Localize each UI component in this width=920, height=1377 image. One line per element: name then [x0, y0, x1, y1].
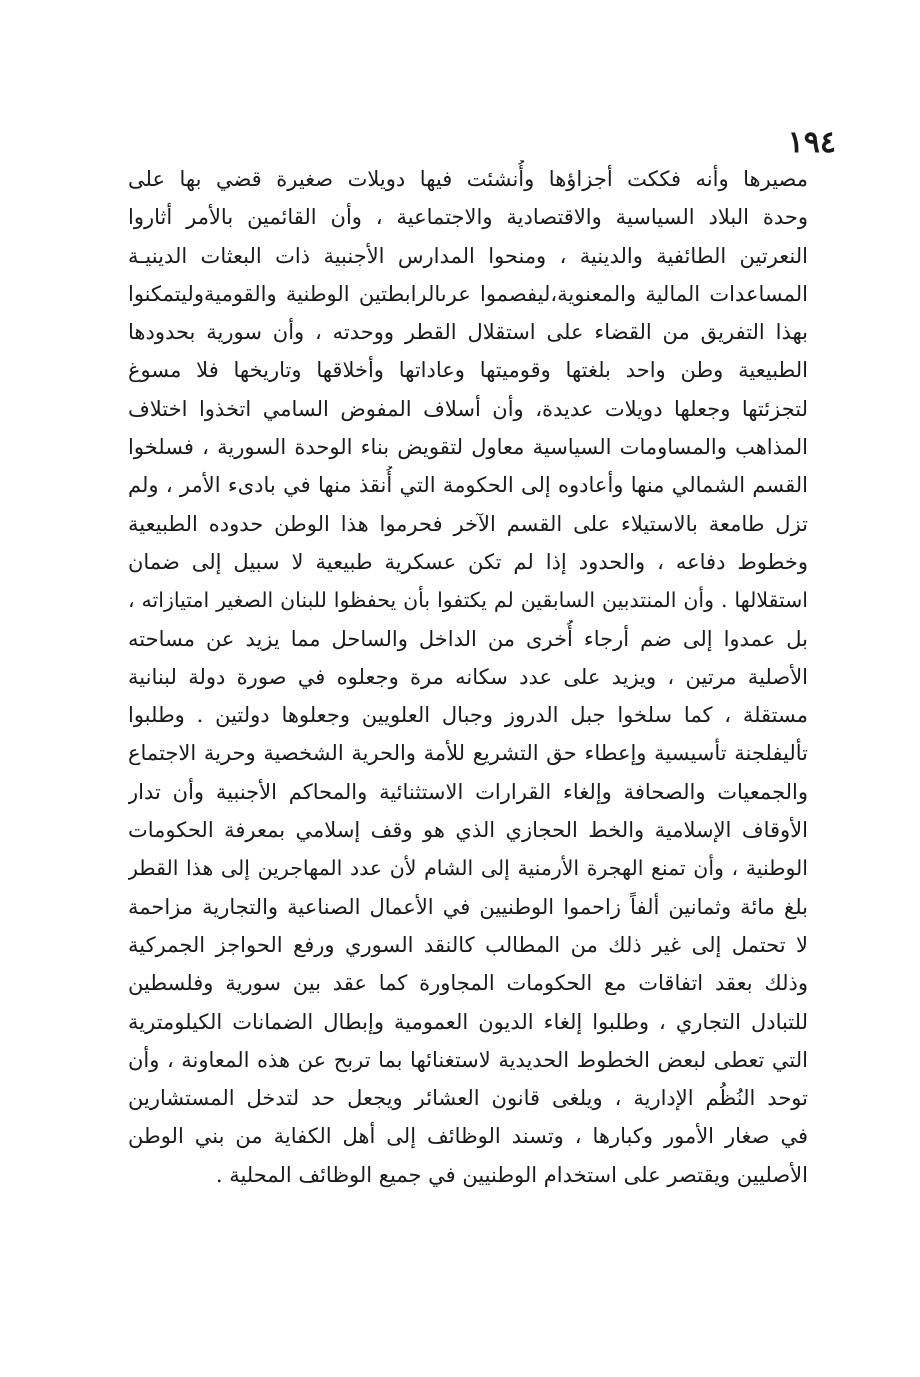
- text-line: في صغار الأمور وكبارها ، وتسند الوظائف إلى أهل الكفاية من بني الوطن: [128, 1124, 808, 1149]
- text-line: وحدة البلاد السياسية والاقتصادية والاجتماعية ، وأن القائمين بالأمر أثاروا: [128, 205, 808, 230]
- text-line: بل عمدوا إلى ضم أرجاء أُخرى من الداخل والساحل مما يزيد عن مساحته: [128, 626, 808, 651]
- text-line: وذلك بعقد اتفاقات مع الحكومات المجاورة كما عقد بين سورية وفلسطين: [128, 971, 808, 996]
- text-line: الوطنية ، وأن تمنع الهجرة الأرمنية إلى الشام لأن عدد المهاجرين إلى هذا القطر: [128, 856, 808, 881]
- text-line: النعرتين الطائفية والدينية ، ومنحوا المدارس الأجنبية ذات البعثات الدينيـة: [128, 243, 808, 268]
- page-number: ١٩٤: [787, 125, 836, 160]
- text-line: المذاهب والمساومات السياسية معاول لتقويض بناء الوحدة السورية ، فسلخوا: [128, 435, 808, 460]
- text-line: المساعدات المالية والمعنوية،ليفصموا عرىالرابطتين الوطنية والقوميةوليتمكنوا: [128, 281, 808, 306]
- text-line: استقلالها . وأن المنتدبين السابقين لم يكتفوا بأن يحفظوا للبنان الصغير امتيازاته ،: [128, 588, 808, 613]
- text-line: تأليفلجنة تأسيسية وإعطاء حق التشريع للأمة والحرية الشخصية وحرية الاجتماع: [128, 741, 808, 766]
- text-line: الأصلية مرتين ، ويزيد على عدد سكانه مرة وجعلوه في صورة دولة لبنانية: [128, 664, 808, 689]
- text-line: الأوقاف الإسلامية والخط الحجازي الذي هو وقف إسلامي بمعرفة الحكومات: [128, 818, 808, 843]
- text-line: توحد النُظُم الإدارية ، ويلغى قانون العشائر ويجعل حد لتدخل المستشارين: [128, 1086, 808, 1111]
- text-line: مصيرها وأنه فككت أجزاؤها وأُنشئت فيها دويلات صغيرة قضي بها على: [128, 167, 808, 191]
- text-line: القسم الشمالي منها وأعادوه إلى الحكومة التي أُنقذ منها في بادىء الأمر ، ولم: [128, 473, 808, 498]
- text-line: التي تعطى لبعض الخطوط الحديدية لاستغنائها بما تربح عن هذه المعاونة ، وأن: [128, 1047, 808, 1072]
- body-paragraph: [128, 160, 808, 1194]
- text-line: بلغ مائة وثمانين ألفاً زاحموا الوطنيين في الأعمال الصناعية والتجارية مزاحمة: [128, 894, 808, 919]
- text-line: والجمعيات والصحافة وإلغاء القرارات الاستثنائية والمحاكم الأجنبية وأن تدار: [128, 779, 808, 804]
- text-line: بهذا التفريق من القضاء على استقلال القطر ووحدته ، وأن سورية بحدودها: [128, 320, 808, 345]
- text-line: لا تحتمل إلى غير ذلك من المطالب كالنقد السوري ورفع الحواجز الجمركية: [128, 932, 808, 957]
- text-line: لتجزئتها وجعلها دويلات عديدة، وأن أسلاف المفوض السامي اتخذوا اختلاف: [128, 396, 808, 421]
- text-line: الأصليين ويقتصر على استخدام الوطنيين في جميع الوظائف المحلية .: [215, 1162, 808, 1187]
- text-line: وخطوط دفاعه ، والحدود إذا لم تكن عسكرية طبيعية لا سبيل إلى ضمان: [128, 549, 808, 574]
- text-line: تزل طامعة بالاستيلاء على القسم الآخر فحرموا هذا الوطن حدوده الطبيعية: [128, 511, 808, 536]
- text-line: للتبادل التجاري ، وطلبوا إلغاء الديون العمومية وإبطال الضمانات الكيلومترية: [128, 1009, 808, 1034]
- text-line: الطبيعية وطن واحد بلغتها وقوميتها وعاداتها وأخلاقها وتاريخها فلا مسوغ: [128, 358, 808, 383]
- text-line: مستقلة ، كما سلخوا جبل الدروز وجبال العلويين وجعلوها دولتين . وطلبوا: [128, 703, 808, 728]
